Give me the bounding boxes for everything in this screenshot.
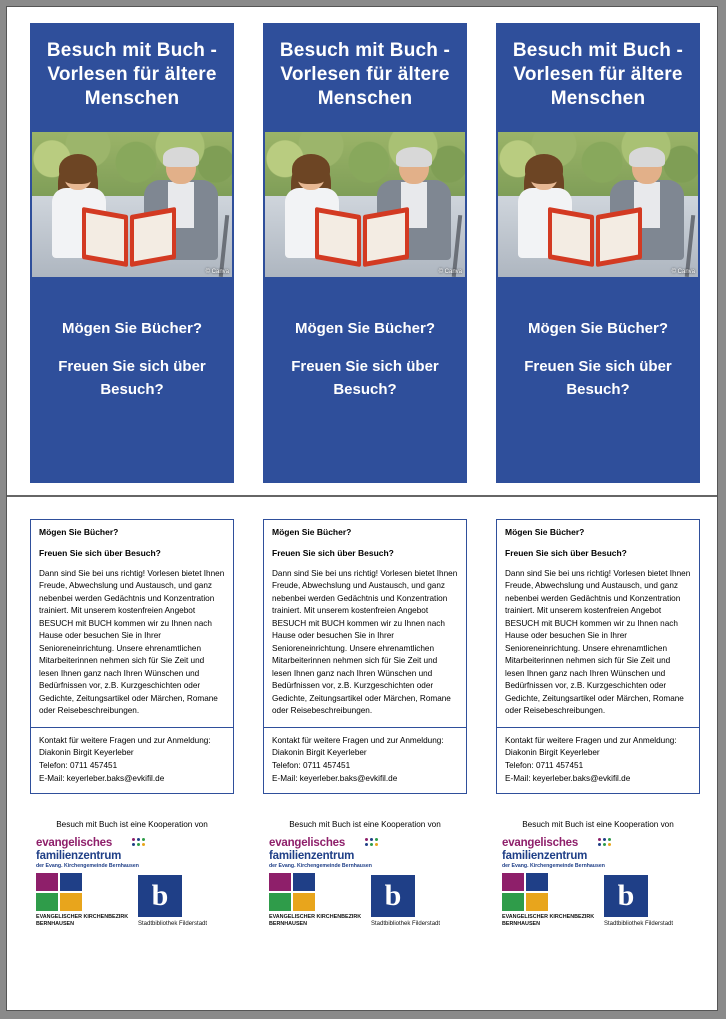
logo-stadtbibliothek-filderstadt	[604, 875, 694, 927]
contact-name: Diakonin Birgit Keyerleber	[39, 748, 134, 758]
logo-ekbz-caption: EVANGELISCHER KIRCHENBEZIRK BERNHAUSEN	[502, 914, 595, 928]
contact-name: Diakonin Birgit Keyerleber	[272, 748, 367, 758]
photo-credit: © Canva	[438, 269, 462, 276]
four-squares-icon	[502, 873, 548, 911]
contact-block	[39, 735, 225, 786]
front-title: Besuch mit Buch - Vorlesen für ältere Menschen	[279, 40, 451, 109]
front-panel	[496, 23, 700, 483]
photo-open-book	[82, 211, 176, 263]
inner-heading-2: Freuen Sie sich über Besuch?	[272, 548, 394, 558]
logo-stadtbibliothek-filderstadt	[138, 875, 228, 927]
logo-efz-word1: evangelisches	[269, 837, 346, 850]
contact-phone: Telefon: 0711 457451	[39, 761, 118, 771]
contact-block	[505, 735, 691, 786]
inner-body-text: Dann sind Sie bei uns richtig! Vorlesen bietet Ihnen Freude, Abwechslung und Austausch, und ganz nebenbei werden Gedächtnis und Konzentration trainiert. Mit unserem kostenfreien Angebot BESUCH mit BUCH kommen wir zu Ihnen nach Hause oder besuchen Sie in Ihrer Senioreneinrichtung. Unsere ehrenamtlichen Mitarbeiterinnen nehmen sich für Sie Zeit und lesen Ihnen ganz nach Ihren Wünschen und Bedürfnissen vor, z.B. Kurzgeschichten oder Gedichte, Zeitungsartikel oder Märchen, Romane oder Reisebeschreibungen.	[39, 569, 225, 716]
logo-efz-word1: evangelisches	[502, 837, 579, 850]
logo-efz-subtitle: der Evang. Kirchengemeinde Bernhausen	[36, 862, 139, 869]
contact-phone: Telefon: 0711 457451	[505, 761, 584, 771]
front-title: Besuch mit Buch - Vorlesen für ältere Menschen	[512, 40, 684, 109]
cooperation-line: Besuch mit Buch ist eine Kooperation von	[522, 820, 674, 830]
photo-open-book	[315, 211, 409, 263]
front-panels-band	[7, 7, 717, 497]
stadtbibliothek-mark-icon	[138, 875, 182, 917]
front-question-1: Mögen Sie Bücher?	[61, 320, 203, 338]
inner-heading-2: Freuen Sie sich über Besuch?	[39, 548, 161, 558]
logo-evangelisches-familienzentrum	[269, 837, 387, 868]
inner-heading-2: Freuen Sie sich über Besuch?	[505, 548, 627, 558]
photo-credit: © Canva	[205, 269, 229, 276]
front-question-2: Freuen Sie sich über Besuch?	[524, 357, 672, 398]
contact-block	[272, 735, 458, 786]
inner-panel	[496, 519, 700, 947]
stadtbibliothek-mark-icon	[371, 875, 415, 917]
logo-kirchenbezirk-bernhausen	[269, 873, 369, 928]
logo-stadtbib-caption: Stadtbibliothek Filderstadt	[604, 921, 674, 928]
inner-text-box	[30, 519, 234, 794]
photo-open-book	[548, 211, 642, 263]
logo-efz-subtitle: der Evang. Kirchengemeinde Bernhausen	[269, 862, 372, 869]
inner-divider	[31, 727, 233, 728]
contact-email: E-Mail: keyerleber.baks@evkifil.de	[505, 773, 631, 783]
logo-row	[263, 837, 467, 947]
inner-body-text: Dann sind Sie bei uns richtig! Vorlesen bietet Ihnen Freude, Abwechslung und Austausch, und ganz nebenbei werden Gedächtnis und Konzentration trainiert. Mit unserem kostenfreien Angebot BESUCH mit BUCH kommen wir zu Ihnen nach Hause oder besuchen Sie in Ihrer Senioreneinrichtung. Unsere ehrenamtlichen Mitarbeiterinnen nehmen sich für Sie Zeit und lesen Ihnen ganz nach Ihren Wünschen und Bedürfnissen vor, z.B. Kurzgeschichten oder Gedichte, Zeitungsartikel oder Märchen, Romane oder Reisebeschreibungen.	[272, 569, 458, 716]
inner-divider	[264, 727, 466, 728]
logo-row	[496, 837, 700, 947]
contact-heading: Kontakt für weitere Fragen und zur Anmeldung:	[505, 735, 677, 745]
inner-heading-1: Mögen Sie Bücher?	[39, 527, 119, 537]
logo-evangelisches-familienzentrum	[36, 837, 154, 868]
colored-dots-icon	[365, 838, 381, 849]
logo-ekbz-caption: EVANGELISCHER KIRCHENBEZIRK BERNHAUSEN	[269, 914, 362, 928]
cover-photo	[498, 132, 698, 277]
contact-heading: Kontakt für weitere Fragen und zur Anmeldung:	[39, 735, 211, 745]
cooperation-line: Besuch mit Buch ist eine Kooperation von	[289, 820, 441, 830]
contact-heading: Kontakt für weitere Fragen und zur Anmeldung:	[272, 735, 444, 745]
contact-email: E-Mail: keyerleber.baks@evkifil.de	[272, 773, 398, 783]
logo-ekbz-caption: EVANGELISCHER KIRCHENBEZIRK BERNHAUSEN	[36, 914, 129, 928]
front-title: Besuch mit Buch - Vorlesen für ältere Menschen	[46, 40, 218, 109]
cover-photo	[32, 132, 232, 277]
four-squares-icon	[269, 873, 315, 911]
logo-stadtbib-letter: b	[617, 879, 635, 913]
logo-stadtbib-caption: Stadtbibliothek Filderstadt	[138, 921, 208, 928]
logo-evangelisches-familienzentrum	[502, 837, 620, 868]
logo-stadtbib-letter: b	[384, 879, 402, 913]
contact-name: Diakonin Birgit Keyerleber	[505, 748, 600, 758]
logo-efz-word2: familienzentrum	[269, 849, 355, 862]
front-question-1: Mögen Sie Bücher?	[294, 320, 436, 338]
front-panel	[30, 23, 234, 483]
logo-row	[30, 837, 234, 947]
contact-phone: Telefon: 0711 457451	[272, 761, 351, 771]
logo-efz-word2: familienzentrum	[36, 849, 122, 862]
front-question-2: Freuen Sie sich über Besuch?	[291, 357, 439, 398]
stadtbibliothek-mark-icon	[604, 875, 648, 917]
inner-panel	[30, 519, 234, 947]
four-squares-icon	[36, 873, 82, 911]
logo-stadtbib-caption: Stadtbibliothek Filderstadt	[371, 921, 441, 928]
logo-stadtbibliothek-filderstadt	[371, 875, 461, 927]
flyer-document-page	[6, 6, 718, 1011]
front-question-1: Mögen Sie Bücher?	[527, 320, 669, 338]
colored-dots-icon	[132, 838, 148, 849]
logo-kirchenbezirk-bernhausen	[502, 873, 602, 928]
colored-dots-icon	[598, 838, 614, 849]
cover-photo	[265, 132, 465, 277]
cooperation-line: Besuch mit Buch ist eine Kooperation von	[56, 820, 208, 830]
inner-body-text: Dann sind Sie bei uns richtig! Vorlesen bietet Ihnen Freude, Abwechslung und Austausch, und ganz nebenbei werden Gedächtnis und Konzentration trainiert. Mit unserem kostenfreien Angebot BESUCH mit BUCH kommen wir zu Ihnen nach Hause oder besuchen Sie in Ihrer Senioreneinrichtung. Unsere ehrenamtlichen Mitarbeiterinnen nehmen sich für Sie Zeit und lesen Ihnen ganz nach Ihren Wünschen und Bedürfnissen vor, z.B. Kurzgeschichten oder Gedichte, Zeitungsartikel oder Märchen, Romane oder Reisebeschreibungen.	[505, 569, 691, 716]
inner-heading-1: Mögen Sie Bücher?	[505, 527, 585, 537]
photo-credit: © Canva	[671, 269, 695, 276]
logo-kirchenbezirk-bernhausen	[36, 873, 136, 928]
inner-divider	[497, 727, 699, 728]
front-panel	[263, 23, 467, 483]
logo-efz-subtitle: der Evang. Kirchengemeinde Bernhausen	[502, 862, 605, 869]
contact-email: E-Mail: keyerleber.baks@evkifil.de	[39, 773, 165, 783]
inner-panels-band	[7, 497, 717, 1010]
logo-stadtbib-letter: b	[151, 879, 169, 913]
inner-heading-1: Mögen Sie Bücher?	[272, 527, 352, 537]
logo-efz-word2: familienzentrum	[502, 849, 588, 862]
front-question-2: Freuen Sie sich über Besuch?	[58, 357, 206, 398]
inner-panel	[263, 519, 467, 947]
logo-efz-word1: evangelisches	[36, 837, 113, 850]
inner-text-box	[263, 519, 467, 794]
inner-text-box	[496, 519, 700, 794]
